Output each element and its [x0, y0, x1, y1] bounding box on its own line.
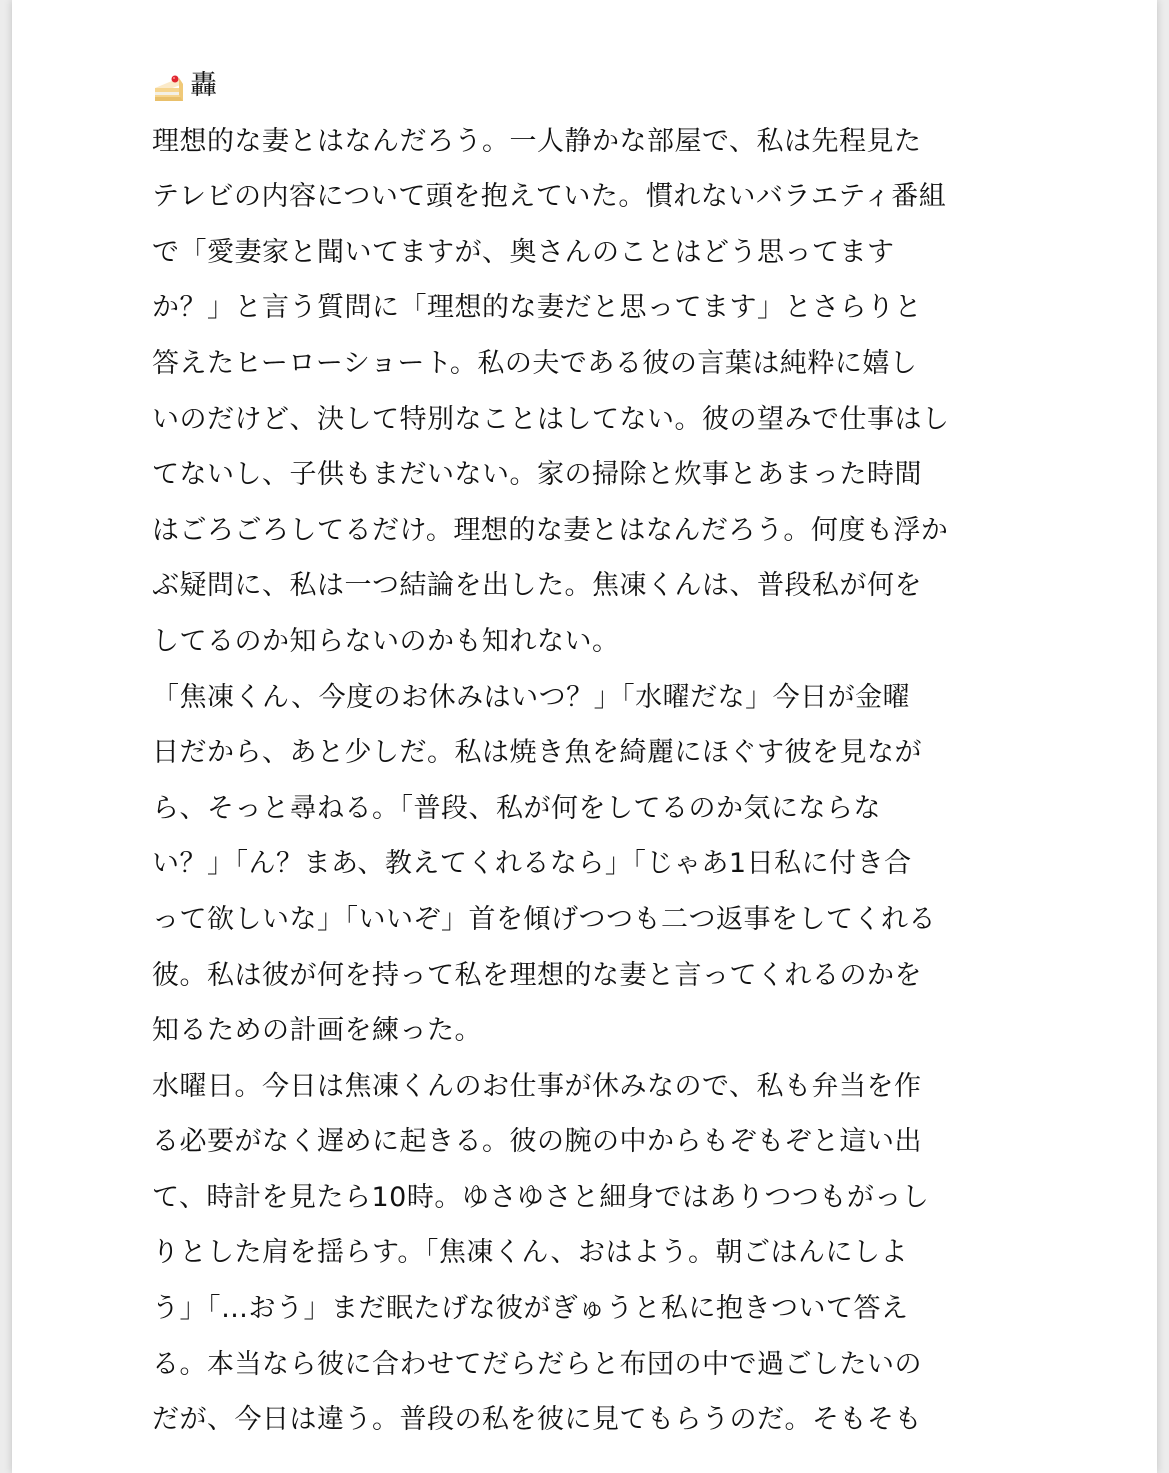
paragraph-2: 「焦凍くん、今度のお休みはいつ？」「水曜だな」今日が金曜 日だから、あと少しだ。私は焼き魚を綺麗にほぐす彼を見なが ら、そっと尋ねる。「普段、私が何をしてるのか気にならな い？」「ん？まあ、教えてくれるなら」「じゃあ1日私に付き合 って欲しいな」「いいぞ」首を傾げつつも二つ返事をしてくれる 彼。私は彼が何を持って私を理想的な妻と言ってくれるのかを 知るための計画を練った。 [152, 681, 936, 1047]
paragraph-1: 理想的な妻とはなんだろう。一人静かな部屋で、私は先程見た テレビの内容について頭を抱えていた。慣れないバラエティ番組 で「愛妻家と聞いてますが、奥さんのことはどう思ってます か？」と言う質問に「理想的な妻だと思ってます」とさらりと 答えたヒーローショート。私の夫である彼の言葉は純粋に嬉し いのだけど、決して特別なことはしてない。彼の望みで仕事はし てないし、子供もまだいない。家の掃除と炊事とあまった時間 はごろごろしてるだけ。理想的な妻とはなんだろう。何度も浮か ぶ疑問に、私は一つ結論を出した。焦凍くんは、普段私が何を してるのか知らないのかも知れない。 [152, 125, 950, 657]
story-title: 轟 [190, 70, 218, 101]
paragraph-3: 水曜日。今日は焦凍くんのお仕事が休みなので、私も弁当を作 る必要がなく遅めに起きる。彼の腕の中からもぞもぞと這い出 て、時計を見たら10時。ゆさゆさと細身ではありつつもがっし りとした肩を揺らす。「焦凍くん、おはよう。朝ごはんにしよ う」「…おう」まだ眠たげな彼がぎゅうと私に抱きついて答え る。本当なら彼に合わせてだらだらと布団の中で過ごしたいの だが、今日は違う。普段の私を彼に見てもらうのだ。そもそも [152, 1070, 930, 1436]
story-content [152, 58, 1032, 1448]
story-title-row [152, 58, 1032, 114]
document-page [12, 0, 1157, 1473]
cake-icon [152, 69, 186, 103]
